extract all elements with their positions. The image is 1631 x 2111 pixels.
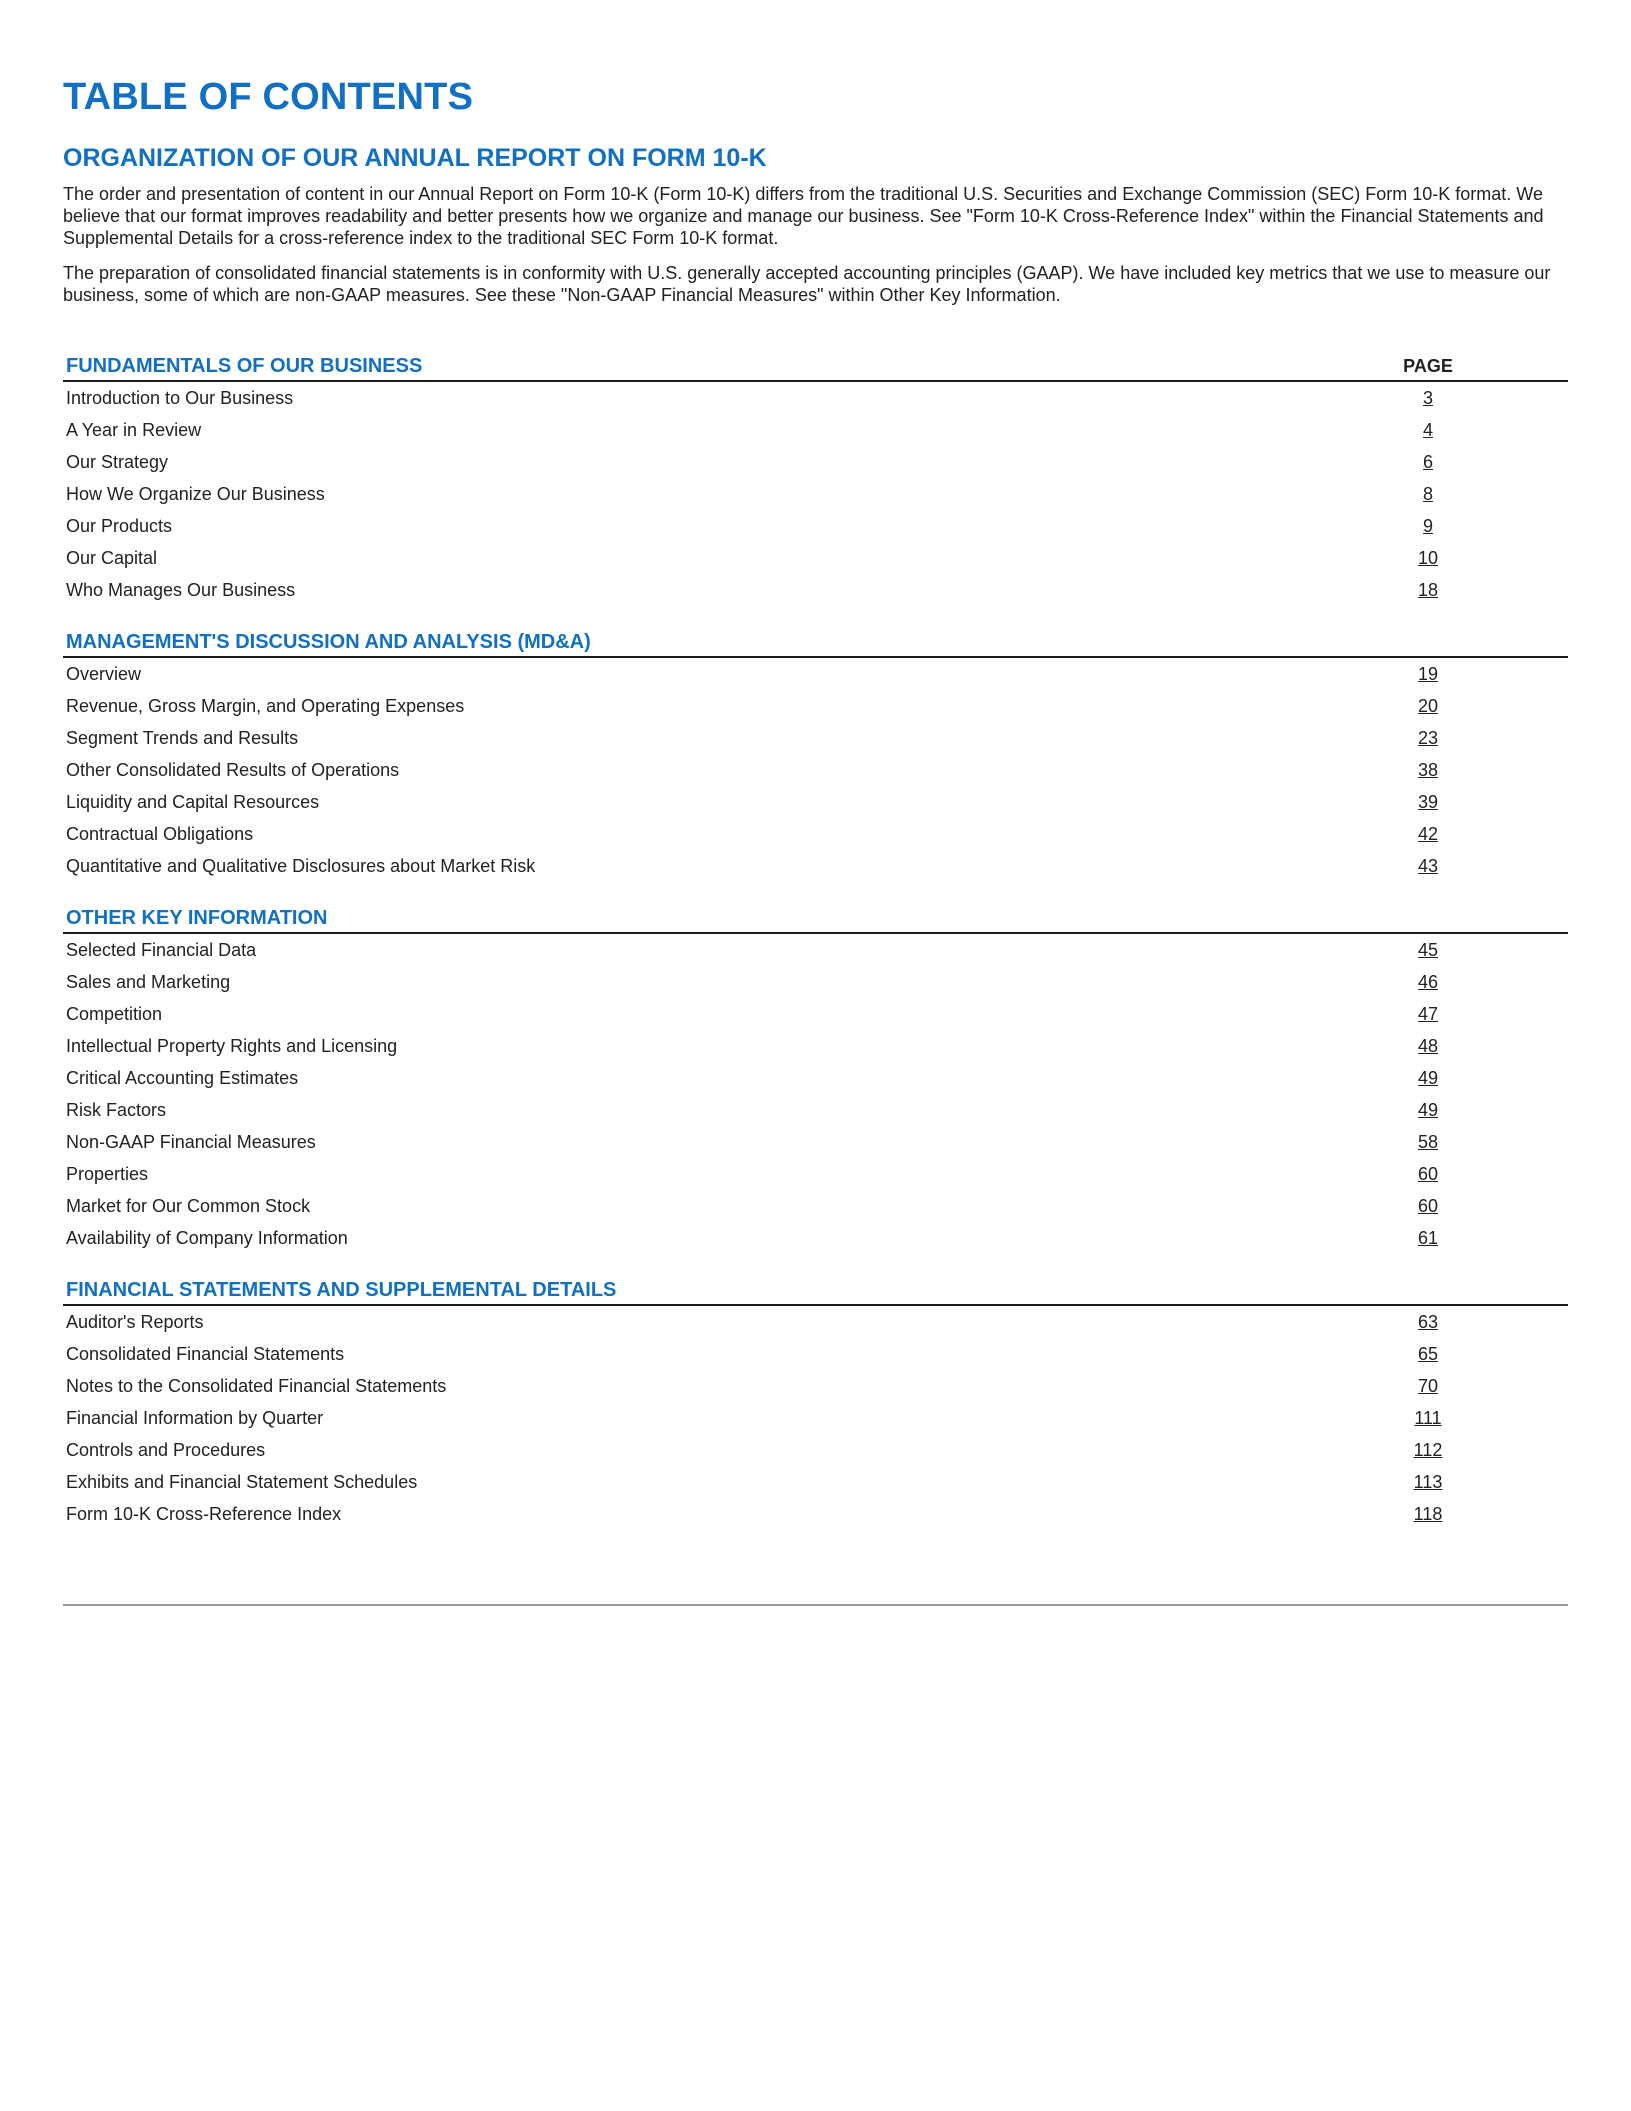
intro-paragraph-1: The order and presentation of content in our Annual Report on Form 10-K (Form 10-K) differs from the traditional U.S. Securities and Exchange Commission (SEC) Form 10-K format. We believe that our format improves readability and better presents how we organize and manage our business. See "Form 10-K Cross-Reference Index" within the Financial Statements and Supplemental Details for a cross-reference index to the traditional SEC Form 10-K format. <box>63 184 1544 248</box>
toc-entry <box>63 690 1568 722</box>
toc-entry-label: Our Capital <box>66 548 158 568</box>
toc-entry-label: Segment Trends and Results <box>66 728 299 748</box>
toc-entry <box>63 382 1568 414</box>
toc-entry <box>63 1306 1568 1338</box>
toc-section-header <box>63 350 1568 382</box>
toc-entry-label: Quantitative and Qualitative Disclosures about Market Risk <box>66 856 536 876</box>
toc-entry <box>63 446 1568 478</box>
toc-page-link[interactable]: 47 <box>1417 1004 1439 1024</box>
toc-entry <box>63 1126 1568 1158</box>
toc-page-link[interactable]: 10 <box>1417 548 1439 568</box>
table-of-contents <box>63 350 1568 1550</box>
toc-entry <box>63 1094 1568 1126</box>
toc-entry-label: Liquidity and Capital Resources <box>66 792 320 812</box>
toc-page-link[interactable]: 38 <box>1417 760 1439 780</box>
toc-entry-label: Non-GAAP Financial Measures <box>66 1132 316 1152</box>
toc-page-link[interactable]: 9 <box>1422 516 1433 536</box>
toc-entry-label: How We Organize Our Business <box>66 484 325 504</box>
toc-section-title: FINANCIAL STATEMENTS AND SUPPLEMENTAL DETAILS <box>66 1279 617 1301</box>
toc-entry-label: Selected Financial Data <box>66 940 257 960</box>
toc-section <box>63 350 1568 606</box>
toc-page-link[interactable]: 118 <box>1413 1504 1443 1524</box>
toc-page-link[interactable]: 19 <box>1417 664 1439 684</box>
toc-page-link[interactable]: 20 <box>1417 696 1439 716</box>
toc-entry <box>63 542 1568 574</box>
toc-entry-label: Consolidated Financial Statements <box>66 1344 345 1364</box>
toc-entry-label: Financial Information by Quarter <box>66 1408 324 1428</box>
page-subtitle: ORGANIZATION OF OUR ANNUAL REPORT ON FORM 10-K <box>63 144 767 172</box>
toc-entry <box>63 998 1568 1030</box>
toc-entry <box>63 1338 1568 1370</box>
toc-page-link[interactable]: 4 <box>1422 420 1433 440</box>
toc-entry-label: Who Manages Our Business <box>66 580 296 600</box>
toc-entry <box>63 1030 1568 1062</box>
toc-entry <box>63 722 1568 754</box>
intro-paragraph-2: The preparation of consolidated financial statements is in conformity with U.S. generally accepted accounting principles (GAAP). We have included key metrics that we use to measure our business, some of which are non-GAAP measures. See these "Non-GAAP Financial Measures" within Other Key Information. <box>63 263 1551 305</box>
toc-section <box>63 902 1568 1254</box>
toc-entry <box>63 1434 1568 1466</box>
toc-entry-label: Intellectual Property Rights and Licensing <box>66 1036 398 1056</box>
toc-section <box>63 1274 1568 1530</box>
toc-page-link[interactable]: 3 <box>1422 388 1433 408</box>
toc-entry-label: Form 10-K Cross-Reference Index <box>66 1504 342 1524</box>
toc-page-link[interactable]: 49 <box>1417 1068 1439 1088</box>
toc-page-link[interactable]: 42 <box>1417 824 1439 844</box>
toc-entry <box>63 818 1568 850</box>
toc-page-link[interactable]: 39 <box>1417 792 1439 812</box>
toc-entry-label: Exhibits and Financial Statement Schedules <box>66 1472 418 1492</box>
toc-entry <box>63 414 1568 446</box>
toc-entry-label: Overview <box>66 664 142 684</box>
toc-section-header <box>63 1274 1568 1306</box>
toc-page-link[interactable]: 45 <box>1417 940 1439 960</box>
toc-entry <box>63 1062 1568 1094</box>
document-header <box>63 70 1567 306</box>
toc-page-link[interactable]: 60 <box>1417 1164 1439 1184</box>
toc-entry <box>63 574 1568 606</box>
toc-section-title: MANAGEMENT'S DISCUSSION AND ANALYSIS (MD&A) <box>66 631 591 653</box>
toc-entry <box>63 1190 1568 1222</box>
toc-entry-label: Revenue, Gross Margin, and Operating Expenses <box>66 696 465 716</box>
toc-entry <box>63 1466 1568 1498</box>
toc-page-link[interactable]: 112 <box>1413 1440 1443 1460</box>
toc-section <box>63 626 1568 882</box>
toc-page-link[interactable]: 8 <box>1422 484 1433 504</box>
toc-page-link[interactable]: 49 <box>1417 1100 1439 1120</box>
toc-page-link[interactable]: 60 <box>1417 1196 1439 1216</box>
toc-entry-label: Risk Factors <box>66 1100 167 1120</box>
toc-entry-label: Controls and Procedures <box>66 1440 266 1460</box>
toc-page-link[interactable]: 48 <box>1417 1036 1439 1056</box>
toc-entry <box>63 658 1568 690</box>
toc-page-link[interactable]: 46 <box>1417 972 1439 992</box>
toc-section-header <box>63 902 1568 934</box>
page-column-header: PAGE <box>1403 356 1453 376</box>
toc-entry <box>63 1498 1568 1530</box>
toc-section-title: FUNDAMENTALS OF OUR BUSINESS <box>66 355 423 377</box>
toc-entry-label: Sales and Marketing <box>66 972 231 992</box>
toc-entry-label: A Year in Review <box>66 420 202 440</box>
toc-entry-label: Auditor's Reports <box>66 1312 204 1332</box>
toc-entry <box>63 1222 1568 1254</box>
toc-page-link[interactable]: 70 <box>1417 1376 1439 1396</box>
toc-section-header <box>63 626 1568 658</box>
toc-entry-label: Contractual Obligations <box>66 824 254 844</box>
toc-entry <box>63 754 1568 786</box>
toc-entry-label: Availability of Company Information <box>66 1228 348 1248</box>
toc-entry-label: Other Consolidated Results of Operations <box>66 760 400 780</box>
toc-entry <box>63 1402 1568 1434</box>
toc-entry-label: Introduction to Our Business <box>66 388 294 408</box>
toc-entry <box>63 934 1568 966</box>
toc-section-title: OTHER KEY INFORMATION <box>66 907 328 929</box>
toc-entry-label: Properties <box>66 1164 149 1184</box>
toc-entry <box>63 1158 1568 1190</box>
toc-page-link[interactable]: 61 <box>1417 1228 1439 1248</box>
bottom-divider <box>63 1604 1568 1606</box>
toc-entry-label: Competition <box>66 1004 163 1024</box>
toc-page-link[interactable]: 43 <box>1417 856 1439 876</box>
toc-page-link[interactable]: 63 <box>1417 1312 1439 1332</box>
toc-entry-label: Critical Accounting Estimates <box>66 1068 299 1088</box>
toc-page-link[interactable]: 23 <box>1417 728 1439 748</box>
page-title: TABLE OF CONTENTS <box>63 76 474 118</box>
toc-entry <box>63 478 1568 510</box>
toc-entry-label: Our Products <box>66 516 173 536</box>
toc-entry <box>63 786 1568 818</box>
toc-page-link[interactable]: 65 <box>1417 1344 1439 1364</box>
toc-page-link[interactable]: 18 <box>1417 580 1439 600</box>
toc-entry <box>63 510 1568 542</box>
toc-entry <box>63 966 1568 998</box>
toc-entry-label: Notes to the Consolidated Financial Statements <box>66 1376 447 1396</box>
toc-page-link[interactable]: 113 <box>1413 1472 1443 1492</box>
toc-entry <box>63 1370 1568 1402</box>
toc-page-link[interactable]: 111 <box>1414 1408 1442 1428</box>
toc-entry-label: Our Strategy <box>66 452 169 472</box>
toc-entry-label: Market for Our Common Stock <box>66 1196 311 1216</box>
toc-page-link[interactable]: 6 <box>1422 452 1433 472</box>
toc-page-link[interactable]: 58 <box>1417 1132 1439 1152</box>
toc-entry <box>63 850 1568 882</box>
